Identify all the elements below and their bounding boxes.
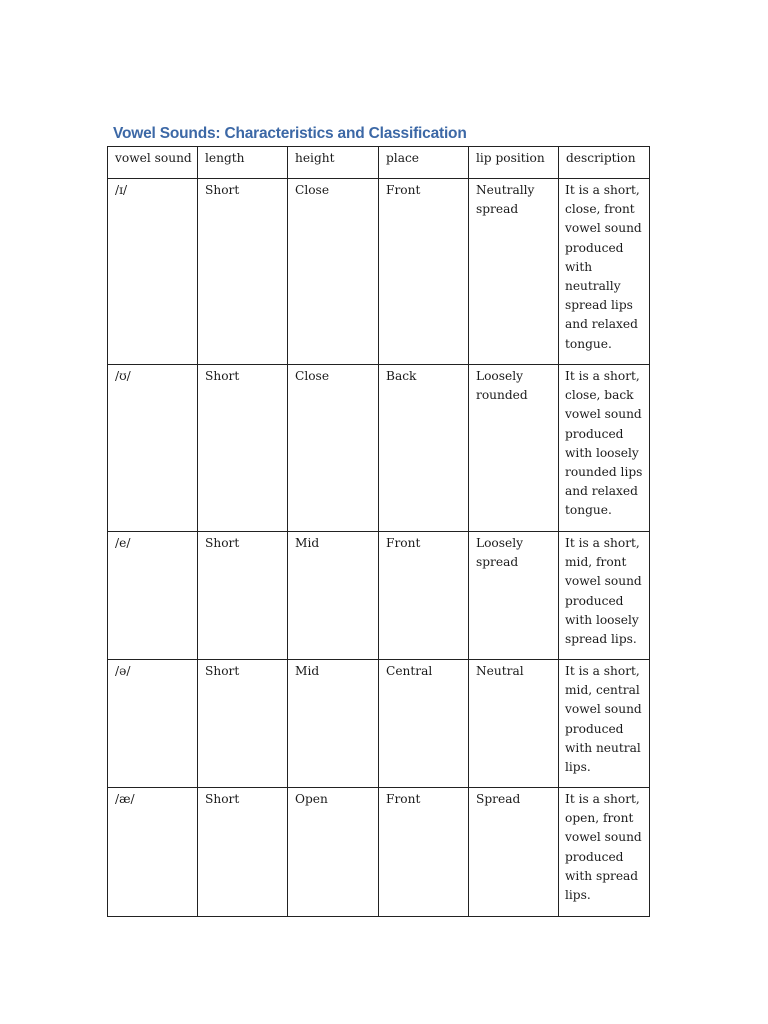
cell-description: It is a short, mid, front vowel sound produced with loosely spread lips. — [559, 532, 650, 660]
cell-lip-position: Loosely spread — [469, 532, 559, 660]
header-description: description — [559, 147, 650, 179]
table-header-row — [108, 147, 650, 179]
cell-length: Short — [198, 179, 288, 365]
cell-description: It is a short, close, back vowel sound produced with loosely rounded lips and relaxed tongue. — [559, 365, 650, 532]
header-lip-position: lip position — [469, 147, 559, 179]
cell-lip-position: Loosely rounded — [469, 365, 559, 532]
cell-vowel-sound: /ɪ/ — [108, 179, 198, 365]
cell-lip-position: Neutrally spread — [469, 179, 559, 365]
cell-vowel-sound: /æ/ — [108, 788, 198, 917]
cell-height: Mid — [288, 660, 379, 788]
cell-description: It is a short, close, front vowel sound produced with neutrally spread lips and relaxed tongue. — [559, 179, 650, 365]
header-height: height — [288, 147, 379, 179]
cell-length: Short — [198, 788, 288, 917]
table-row — [108, 660, 650, 788]
header-vowel-sound: vowel sound — [108, 147, 198, 179]
cell-length: Short — [198, 532, 288, 660]
cell-place: Front — [379, 532, 469, 660]
table-row — [108, 365, 650, 532]
cell-length: Short — [198, 365, 288, 532]
cell-height: Close — [288, 179, 379, 365]
cell-length: Short — [198, 660, 288, 788]
vowel-table — [107, 146, 650, 917]
cell-height: Open — [288, 788, 379, 917]
cell-vowel-sound: /ʊ/ — [108, 365, 198, 532]
cell-place: Central — [379, 660, 469, 788]
cell-place: Back — [379, 365, 469, 532]
table-row — [108, 179, 650, 365]
table-row — [108, 532, 650, 660]
cell-vowel-sound: /e/ — [108, 532, 198, 660]
document-title: Vowel Sounds: Characteristics and Classification — [113, 125, 467, 142]
table-row — [108, 788, 650, 917]
cell-description: It is a short, mid, central vowel sound produced with neutral lips. — [559, 660, 650, 788]
header-place: place — [379, 147, 469, 179]
cell-place: Front — [379, 179, 469, 365]
cell-lip-position: Neutral — [469, 660, 559, 788]
cell-height: Close — [288, 365, 379, 532]
cell-height: Mid — [288, 532, 379, 660]
cell-description: It is a short, open, front vowel sound produced with spread lips. — [559, 788, 650, 917]
cell-vowel-sound: /ə/ — [108, 660, 198, 788]
cell-place: Front — [379, 788, 469, 917]
cell-lip-position: Spread — [469, 788, 559, 917]
header-length: length — [198, 147, 288, 179]
